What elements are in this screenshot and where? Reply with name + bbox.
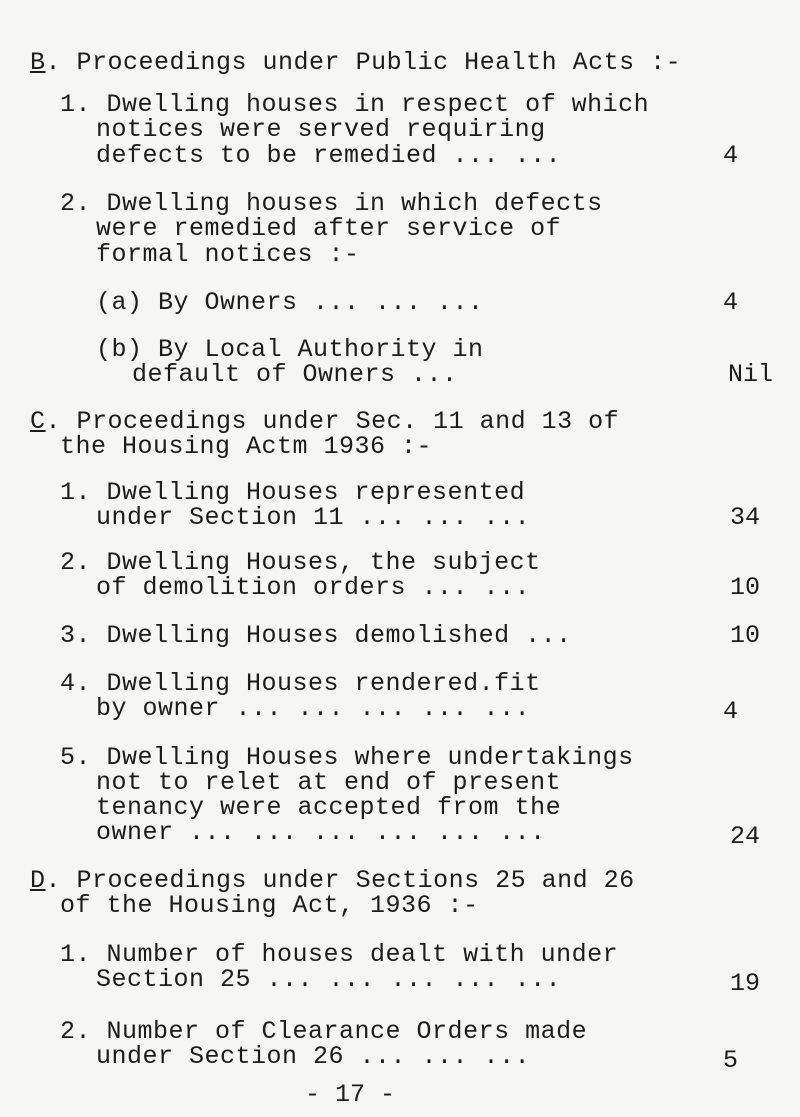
c4-value: 4 <box>722 697 738 726</box>
section-c-heading-line2: the Housing Actm 1936 :- <box>60 432 433 461</box>
b2-line1: 2. Dwelling houses in which defects <box>60 189 603 218</box>
b2-line2: were remedied after service of <box>96 214 562 243</box>
section-d-heading-line1: . Proceedings under Sections 25 and 26 <box>45 866 635 895</box>
c1-line1: 1. Dwelling Houses represented <box>60 478 526 507</box>
section-b-heading <box>30 48 681 78</box>
d2-line1: 2. Number of Clearance Orders made <box>60 1017 588 1046</box>
c5-line4: owner ... ... ... ... ... ... <box>96 818 546 847</box>
c5-line1: 5. Dwelling Houses where undertakings <box>60 743 634 772</box>
c5-line2: not to relet at end of present <box>96 768 562 797</box>
b2a-line1: (a) By Owners ... ... ... <box>96 288 484 317</box>
c2-line1: 2. Dwelling Houses, the subject <box>60 548 541 577</box>
c2-value: 10 <box>729 573 760 602</box>
b2b-line2: default of Owners ... <box>132 360 458 389</box>
c5-line3: tenancy were accepted from the <box>96 793 562 822</box>
c3-value: 10 <box>729 621 760 650</box>
d2-line2: under Section 26 ... ... ... <box>96 1042 531 1071</box>
section-d-heading-line2: of the Housing Act, 1936 :- <box>60 891 479 920</box>
c3-line1: 3. Dwelling Houses demolished ... <box>60 621 572 650</box>
b2a-value: 4 <box>722 288 738 317</box>
page-number: - 17 - <box>304 1080 395 1109</box>
b2b-value: Nil <box>727 360 773 389</box>
section-c-heading-line1: . Proceedings under Sec. 11 and 13 of <box>45 407 620 436</box>
d2-value: 5 <box>722 1046 738 1075</box>
b2-line3: formal notices :- <box>96 240 360 269</box>
c2-line2: of demolition orders ... ... <box>96 573 531 602</box>
b1-value: 4 <box>722 141 738 170</box>
section-b-heading-text: . Proceedings under Public Health Acts :- <box>45 48 682 77</box>
d1-value: 19 <box>729 969 760 998</box>
d1-line2: Section 25 ... ... ... ... ... <box>96 965 562 994</box>
section-d-letter: D <box>30 866 46 895</box>
b1-line1: 1. Dwelling houses in respect of which <box>60 90 650 119</box>
c4-line2: by owner ... ... ... ... ... <box>96 694 531 723</box>
section-b-letter: B <box>30 48 46 77</box>
section-c-letter: C <box>30 407 46 436</box>
d1-line1: 1. Number of houses dealt with under <box>60 940 619 969</box>
b1-line2: notices were served requiring <box>96 115 546 144</box>
c5-value: 24 <box>729 822 760 851</box>
b2b-line1: (b) By Local Authority in <box>96 335 484 364</box>
b1-line3: defects to be remedied ... ... <box>96 141 562 170</box>
c1-value: 34 <box>729 503 760 532</box>
c1-line2: under Section 11 ... ... ... <box>96 503 531 532</box>
c4-line1: 4. Dwelling Houses rendered.fit <box>60 669 541 698</box>
